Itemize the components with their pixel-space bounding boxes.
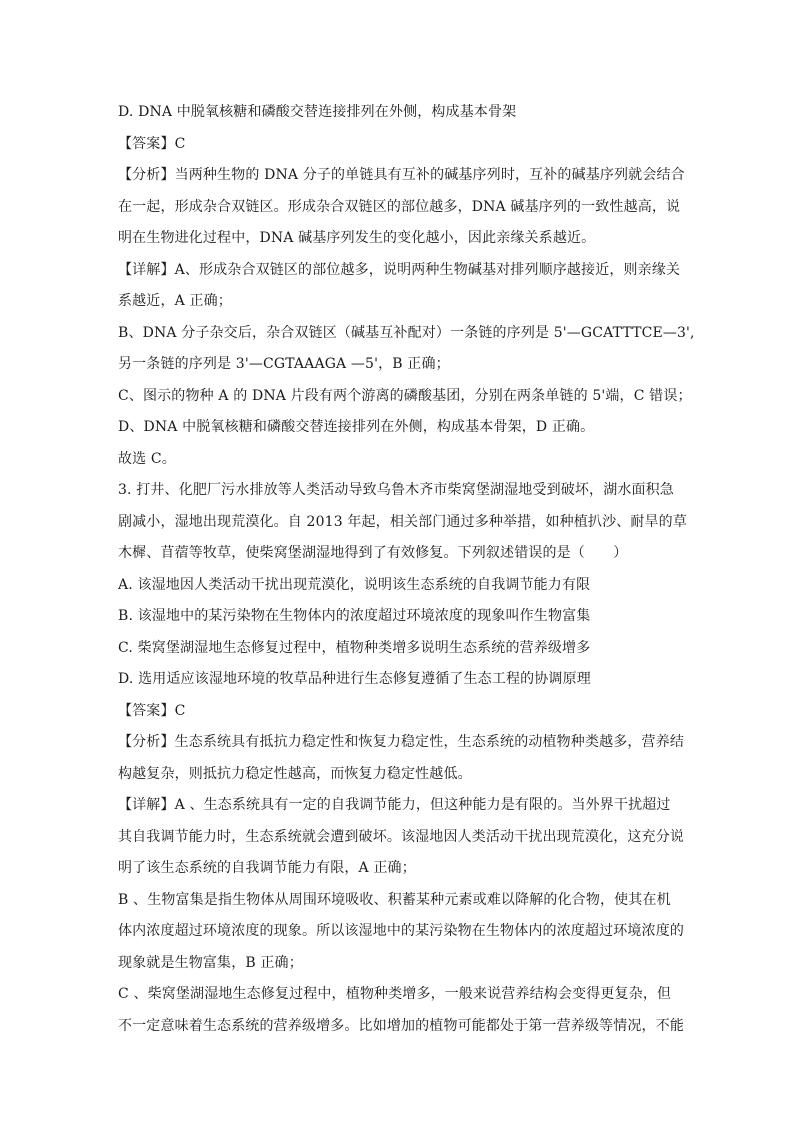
- detail-line: 【详解】A 、生态系统具有一定的自我调节能力，但这种能力是有限的。当外界干扰超过: [118, 797, 671, 813]
- detail-line: 明了该生态系统的自我调节能力有限，A 正确；: [118, 860, 416, 876]
- choice-line: 故选 C。: [118, 450, 176, 467]
- analysis-line: 构越复杂，则抵抗力稳定性越高，而恢复力稳定性越低。: [118, 765, 472, 782]
- answer-line: 【答案】C: [118, 135, 186, 152]
- detail-line: 其自我调节能力时，生态系统就会遭到破坏。该湿地因人类活动干扰出现荒漠化，这充分说: [118, 828, 684, 845]
- analysis-line: 在一起，形成杂合双链区。形成杂合双链区的部位越多，DNA 碱基序列的一致性越高，说: [118, 198, 681, 215]
- question-3-line: 剧减小，湿地出现荒漠化。自 2013 年起，相关部门通过多种举措，如种植扒沙、耐旱的草: [118, 513, 687, 530]
- detail-line: 另一条链的序列是 3'—CGTAAAGA —5'，B 正确；: [118, 356, 450, 372]
- detail-line: B 、生物富集是指生物体从周围环境吸收、积蓄某种元素或难以降解的化合物，使其在机: [118, 891, 671, 908]
- question-3-line: 3. 打井、化肥厂污水排放等人类活动导致乌鲁木齐市柴窝堡湖湿地受到破坏，湖水面积急: [118, 482, 674, 498]
- option-b-line: B. 该湿地中的某污染物在生物体内的浓度超过环境浓度的现象叫作生物富集: [118, 608, 591, 624]
- detail-line: 现象就是生物富集，B 正确；: [118, 954, 303, 971]
- document-page: [118, 100, 695, 1045]
- option-d-line: D. DNA 中脱氧核糖和磷酸交替连接排列在外侧，构成基本骨架: [118, 104, 517, 120]
- detail-line: B、DNA 分子杂交后，杂合双链区（碱基互补配对）一条链的序列是 5'—GCATTTCE—3',: [118, 324, 695, 341]
- option-c-line: C. 柴窝堡湖湿地生态修复过程中，植物种类增多说明生态系统的营养级增多: [118, 639, 591, 656]
- question-3-line: 木樨、苜蓿等牧草，使柴窝堡湖湿地得到了有效修复。下列叙述错误的是（ ）: [118, 545, 628, 561]
- analysis-line: 明在生物进化过程中，DNA 碱基序列发生的变化越小，因此亲缘关系越近。: [118, 230, 596, 246]
- detail-line: 不一定意味着生态系统的营养级增多。比如增加的植物可能都处于第一营养级等情况，不能: [118, 1017, 684, 1034]
- answer-line: 【答案】C: [118, 702, 186, 719]
- option-d-line: D. 选用适应该湿地环境的牧草品种进行生态修复遵循了生态工程的协调原理: [118, 671, 591, 687]
- detail-line: C、图示的物种 A 的 DNA 片段有两个游离的磷酸基团，分别在两条单链的 5'端，C 错误；: [118, 387, 692, 404]
- detail-line: 系越近，A 正确；: [118, 293, 232, 309]
- analysis-line: 【分析】当两种生物的 DNA 分子的单链具有互补的碱基序列时，互补的碱基序列就会结合: [118, 167, 685, 183]
- detail-line: D、DNA 中脱氧核糖和磷酸交替连接排列在外侧，构成基本骨架，D 正确。: [118, 419, 595, 435]
- detail-line: 【详解】A、形成杂合双链区的部位越多，说明两种生物碱基对排列顺序越接近，则亲缘关: [118, 261, 681, 278]
- analysis-line: 【分析】生态系统具有抵抗力稳定性和恢复力稳定性，生态系统的动植物种类越多，营养结: [118, 734, 684, 750]
- detail-line: C 、柴窝堡湖湿地生态修复过程中，植物种类增多，一般来说营养结构会变得更复杂，但: [118, 986, 672, 1002]
- option-a-line: A. 该湿地因人类活动干扰出现荒漠化，说明该生态系统的自我调节能力有限: [118, 576, 591, 593]
- detail-line: 体内浓度超过环境浓度的现象。所以该湿地中的某污染物在生物体内的浓度超过环境浓度的: [118, 923, 684, 939]
